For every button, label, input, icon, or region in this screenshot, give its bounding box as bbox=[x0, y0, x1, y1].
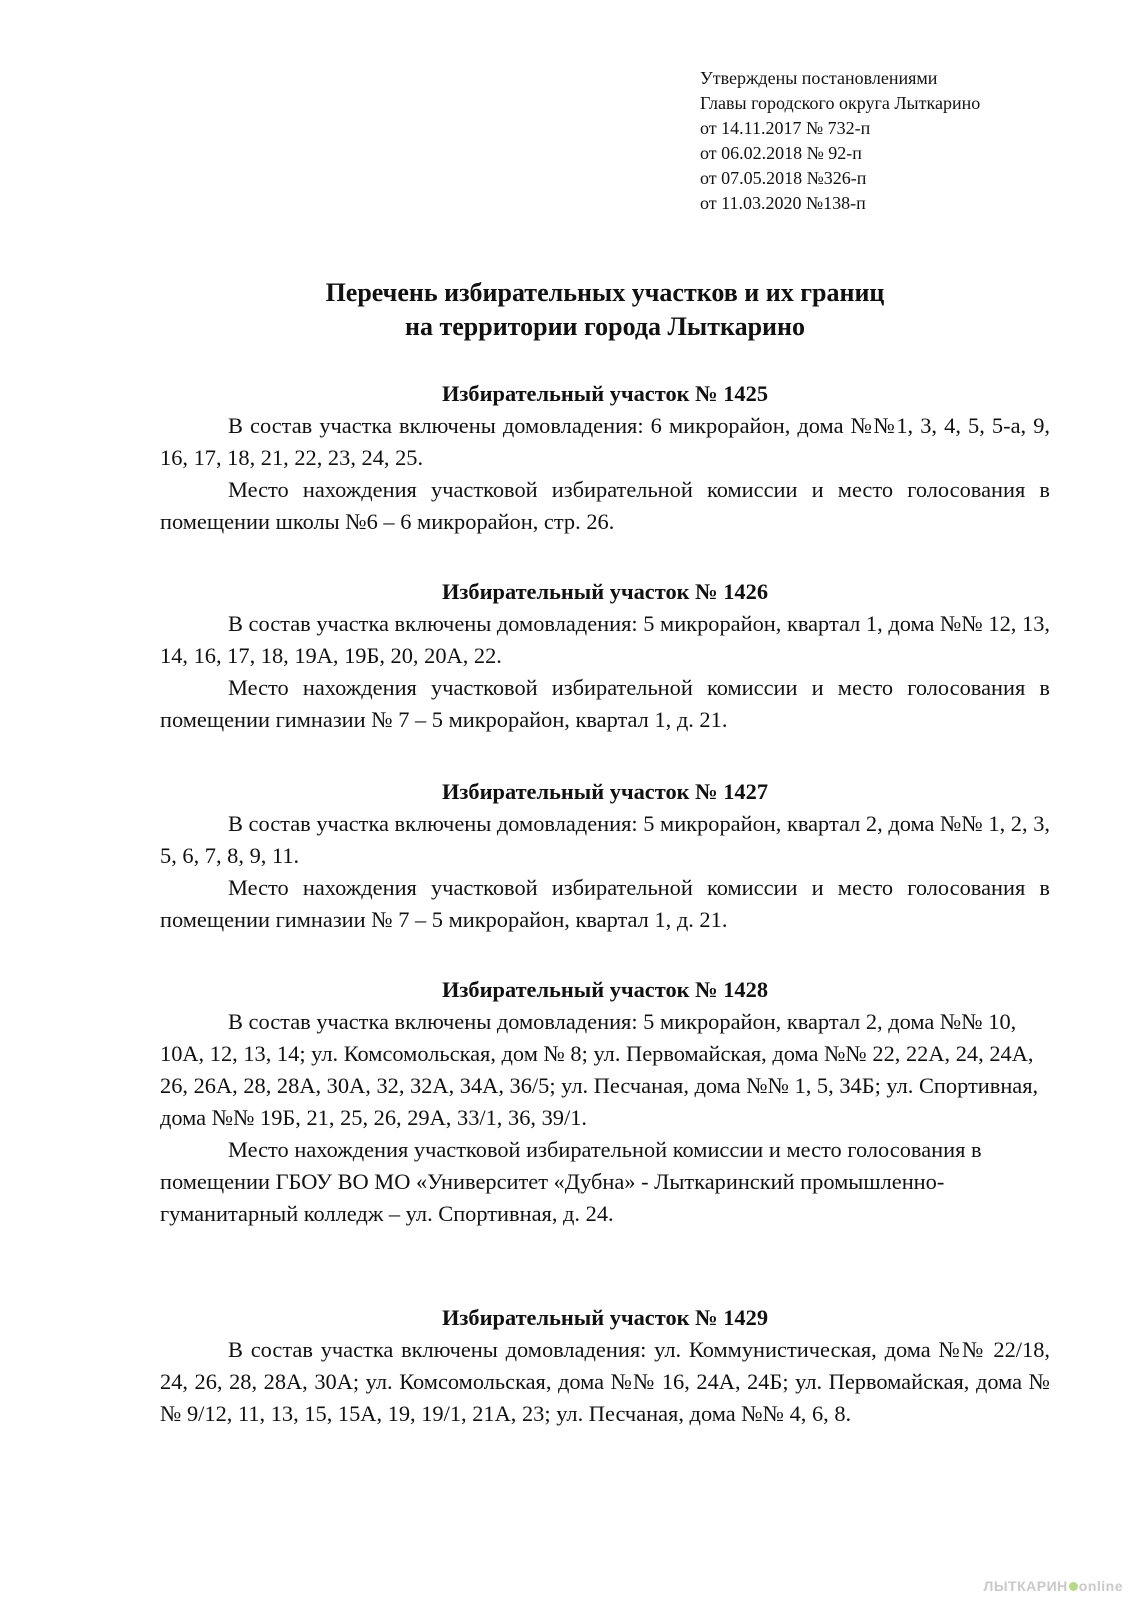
document-title-line-2: на территории города Лыткарино bbox=[404, 312, 806, 341]
watermark-right-text: online bbox=[1078, 1578, 1123, 1594]
precinct-heading: Избирательный участок № 1426 bbox=[441, 579, 769, 604]
site-watermark bbox=[984, 1578, 1123, 1594]
precinct-section-1427 bbox=[160, 776, 1050, 936]
precinct-location: Место нахождения участковой избирательной комиссии и место голосования в помещении гимназии № 7 – 5 микрорайон, квартал 1, д. 21. bbox=[160, 675, 1050, 732]
precinct-heading: Избирательный участок № 1428 bbox=[441, 977, 769, 1002]
watermark-left-text: ЛЫТКАРИН bbox=[983, 1578, 1068, 1594]
precinct-location: Место нахождения участковой избирательной комиссии и место голосования в помещении гимназии № 7 – 5 микрорайон, квартал 1, д. 21. bbox=[160, 875, 1050, 932]
approval-line: от 07.05.2018 №326-п bbox=[700, 168, 867, 188]
document-title-line-1: Перечень избирательных участков и их границ bbox=[325, 278, 885, 307]
precinct-composition: В состав участка включены домовладения: 5 микрорайон, квартал 2, дома №№ 1, 2, 3, 5, 6, 7, 8, 9, 11. bbox=[160, 811, 1050, 868]
precinct-heading: Избирательный участок № 1427 bbox=[441, 779, 769, 804]
precinct-composition: В состав участка включены домовладения: 6 микрорайон, дома №№1, 3, 4, 5, 5-а, 9, 16, 17, 18, 21, 22, 23, 24, 25. bbox=[160, 413, 1050, 470]
precinct-section-1429 bbox=[160, 1302, 1050, 1430]
precinct-heading: Избирательный участок № 1425 bbox=[441, 381, 769, 406]
precinct-section-1425 bbox=[160, 378, 1050, 538]
precinct-composition: В состав участка включены домовладения: 5 микрорайон, квартал 2, дома №№ 10, 10А, 12, 13, 14; ул. Комсомольская, дом № 8; ул. Первомайская, дома №№ 22, 22А, 24, 24А, 26, 26А, 28, 28А, 30А, 32, 32А, 34А, 36/5; ул. Песчаная, дома №№ 1, 5, 34Б; ул. Спортивная, дома №№ 19Б, 21, 25, 26, 29А, 33/1, 36, 39/1. bbox=[160, 1009, 1039, 1130]
document-title bbox=[0, 276, 1133, 344]
precinct-location: Место нахождения участковой избирательной комиссии и место голосования в помещении школы №6 – 6 микрорайон, стр. 26. bbox=[160, 477, 1050, 534]
precinct-section-1426 bbox=[160, 576, 1050, 736]
approval-line: от 06.02.2018 № 92-п bbox=[700, 143, 862, 163]
precinct-composition: В состав участка включены домовладения: ул. Коммунистическая, дома №№ 22/18, 24, 26, 28, 28А, 30А; ул. Комсомольская, дома №№ 16, 24А, 24Б; ул. Первомайская, дома №№ 9/12, 11, 13, 15, 15А, 19, 19/1, 21А, 23; ул. Песчаная, дома №№ 4, 6, 8. bbox=[160, 1337, 1050, 1426]
document-body bbox=[160, 378, 1050, 1430]
approval-line: Утверждены постановлениями bbox=[700, 68, 938, 88]
approval-line: Главы городского округа Лыткарино bbox=[700, 93, 981, 113]
precinct-heading: Избирательный участок № 1429 bbox=[441, 1305, 769, 1330]
approval-line: от 11.03.2020 №138-п bbox=[700, 193, 866, 213]
precinct-composition: В состав участка включены домовладения: 5 микрорайон, квартал 1, дома №№ 12, 13, 14, 16, 17, 18, 19А, 19Б, 20, 20А, 22. bbox=[160, 611, 1050, 668]
approval-line: от 14.11.2017 № 732-п bbox=[700, 118, 871, 138]
approval-block bbox=[700, 66, 1100, 216]
precinct-section-1428 bbox=[160, 974, 1050, 1230]
watermark-dot-icon bbox=[1069, 1582, 1078, 1591]
precinct-location: Место нахождения участковой избирательной комиссии и место голосования в помещении ГБОУ ВО МО «Университет «Дубна» - Лыткаринский промышленно-гуманитарный колледж – ул. Спортивная, д. 24. bbox=[160, 1137, 982, 1226]
